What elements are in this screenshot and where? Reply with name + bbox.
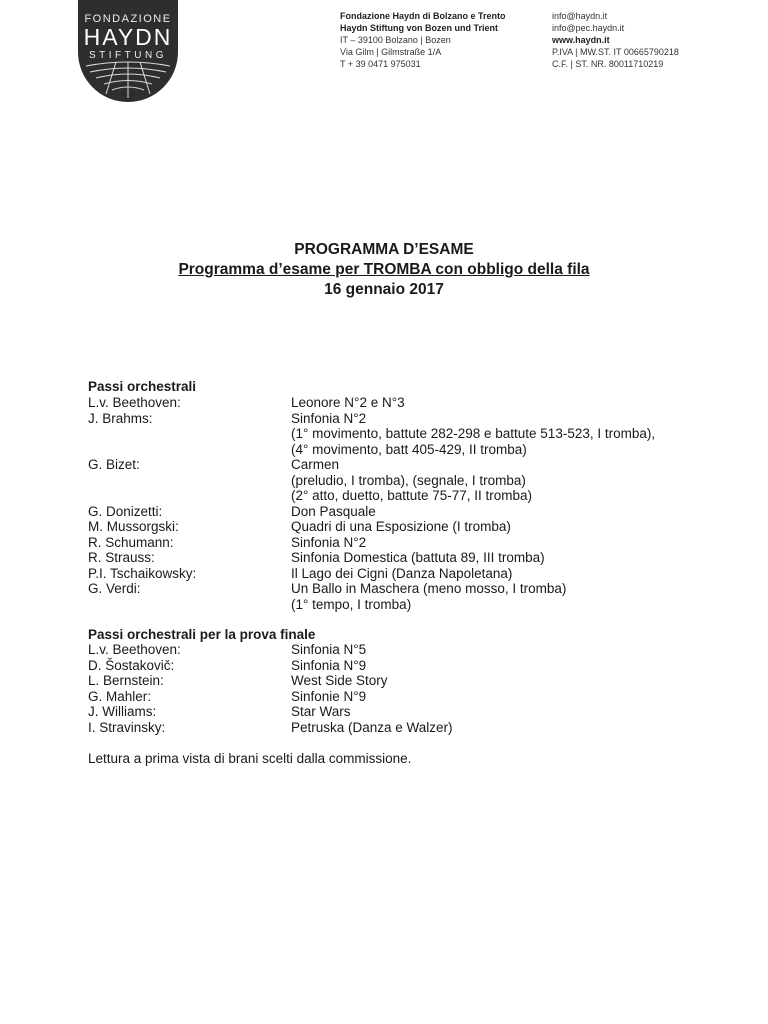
haydn-logo <box>76 0 180 104</box>
list-item <box>88 411 728 458</box>
list-item <box>88 395 728 411</box>
work-line: (preludio, I tromba), (segnale, I tromba) <box>291 472 526 488</box>
pec-email-link[interactable]: info@pec.haydn.it <box>552 23 625 33</box>
composer-name: J. Brahms: <box>88 410 153 426</box>
composer-name: I. Stravinsky: <box>88 719 166 735</box>
work-line: Carmen <box>291 457 340 472</box>
work-title <box>291 535 728 551</box>
document-title: PROGRAMMA D’ESAME <box>294 241 474 258</box>
org-phone: T + 39 0471 975031 <box>340 59 421 69</box>
work-title <box>291 673 728 689</box>
work-title <box>291 411 728 458</box>
composer-name: G. Donizetti: <box>88 503 163 519</box>
composer-name: L. Bernstein: <box>88 673 164 688</box>
work-line: Petruska (Danza e Walzer) <box>291 719 453 735</box>
composer-name: G. Bizet: <box>88 457 140 472</box>
sight-reading-note: Lettura a prima vista di brani scelti dalla commissione. <box>88 751 412 766</box>
work-line: Sinfonie N°9 <box>291 688 367 704</box>
work-title <box>291 566 728 582</box>
composer-name: R. Strauss: <box>88 550 155 565</box>
composer-name: J. Williams: <box>88 704 157 719</box>
logo-line2: HAYDN <box>83 24 173 50</box>
work-title <box>291 550 728 566</box>
document-subtitle: Programma d’esame per TROMBA con obbligo della fila <box>178 261 590 278</box>
org-address-block <box>340 10 506 70</box>
work-title <box>291 689 728 705</box>
list-item <box>88 566 728 582</box>
work-line: Sinfonia Domestica (battuta 89, III tromba) <box>291 550 545 565</box>
list-item <box>88 550 728 566</box>
work-line: Sinfonia N°2 <box>291 410 367 426</box>
list-item <box>88 658 728 674</box>
composer-name: L.v. Beethoven: <box>88 395 181 410</box>
list-item <box>88 704 728 720</box>
document-title-block <box>0 240 768 300</box>
website-link[interactable]: www.haydn.it <box>552 35 610 45</box>
work-line: Don Pasquale <box>291 503 376 519</box>
work-line: (4° movimento, batt 405-429, II tromba) <box>291 441 527 457</box>
composer-name: M. Mussorgski: <box>88 519 179 534</box>
logo-line3: STIFTUNG <box>89 50 167 61</box>
logo-line1: FONDAZIONE <box>84 13 172 25</box>
work-line: Sinfonia N°5 <box>291 642 367 657</box>
work-title <box>291 642 728 658</box>
list-item <box>88 689 728 705</box>
composer-name: G. Mahler: <box>88 688 152 704</box>
work-line: West Side Story <box>291 673 388 688</box>
list-item <box>88 581 728 612</box>
vat-number: P.IVA | MW.ST. IT 00665790218 <box>552 47 679 57</box>
work-title <box>291 704 728 720</box>
work-line: Sinfonia N°9 <box>291 657 367 673</box>
section-heading-final-round: Passi orchestrali per la prova finale <box>88 627 316 642</box>
list-item <box>88 457 728 504</box>
work-line: Leonore N°2 e N°3 <box>291 395 405 410</box>
email-link[interactable]: info@haydn.it <box>552 11 608 21</box>
tax-code: C.F. | ST. NR. 80011710219 <box>552 59 664 69</box>
composer-name: P.I. Tschaikowsky: <box>88 565 197 581</box>
list-item <box>88 642 728 658</box>
work-line: Il Lago dei Cigni (Danza Napoletana) <box>291 565 513 581</box>
work-line: Star Wars <box>291 704 351 719</box>
composer-name: G. Verdi: <box>88 581 141 596</box>
work-title <box>291 457 728 504</box>
work-title <box>291 504 728 520</box>
orchestral-excerpts-list <box>88 395 728 612</box>
work-line: Quadri di una Esposizione (I tromba) <box>291 519 511 534</box>
org-city: IT – 39100 Bolzano | Bozen <box>340 35 451 45</box>
work-line: Un Ballo in Maschera (meno mosso, I tromba) <box>291 581 567 596</box>
work-line: (2° atto, duetto, battute 75-77, II tromba) <box>291 488 533 503</box>
work-title <box>291 581 728 612</box>
work-line: (1° tempo, I tromba) <box>291 596 412 612</box>
list-item <box>88 535 728 551</box>
list-item <box>88 720 728 736</box>
final-round-excerpts-list <box>88 642 728 735</box>
work-title <box>291 519 728 535</box>
list-item <box>88 519 728 535</box>
section-heading-orchestral: Passi orchestrali <box>88 379 197 394</box>
work-title <box>291 658 728 674</box>
org-contact-block <box>552 10 679 70</box>
composer-name: D. Šostakovič: <box>88 657 175 673</box>
work-title <box>291 395 728 411</box>
list-item <box>88 504 728 520</box>
org-name-de: Haydn Stiftung von Bozen und Trient <box>340 23 498 33</box>
document-date: 16 gennaio 2017 <box>324 281 444 298</box>
composer-name: L.v. Beethoven: <box>88 642 181 657</box>
work-line: (1° movimento, battute 282-298 e battute 513-523, I tromba), <box>291 426 656 441</box>
org-street: Via Gilm | Gilmstraße 1/A <box>340 47 442 57</box>
work-title <box>291 720 728 736</box>
org-name-it: Fondazione Haydn di Bolzano e Trento <box>340 11 506 21</box>
list-item <box>88 673 728 689</box>
composer-name: R. Schumann: <box>88 534 174 550</box>
work-line: Sinfonia N°2 <box>291 534 367 550</box>
logo-emblem <box>76 0 180 104</box>
